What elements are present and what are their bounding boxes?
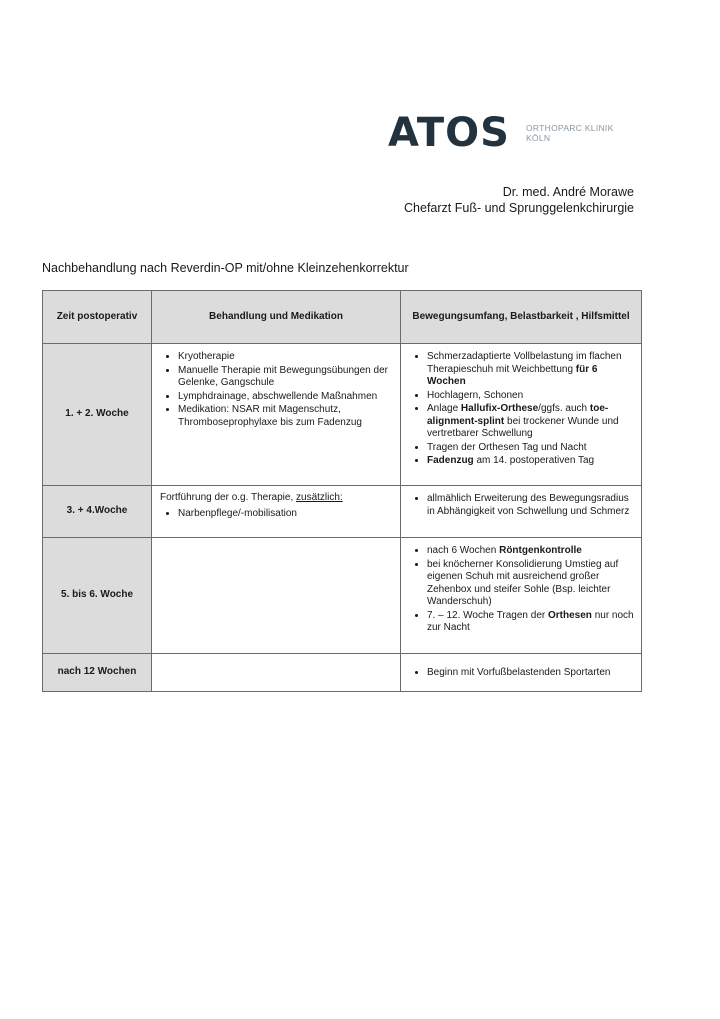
- list-item: • nach 6 Wochen Röntgenkontrolle: [427, 544, 635, 558]
- doctor-role: Chefarzt Fuß- und Sprunggelenkchirurgie: [404, 201, 634, 215]
- header-time: Zeit postoperativ: [43, 291, 152, 344]
- mobility-list: [409, 350, 635, 468]
- treatment-list: [160, 507, 394, 521]
- treatment-cell: [152, 538, 401, 654]
- treatment-cell: [152, 654, 401, 692]
- list-item: • 7. – 12. Woche Tragen der Orthesen nur noch zur Nacht: [427, 609, 635, 635]
- treatment-cell: [152, 486, 401, 538]
- document-title: Nachbehandlung nach Reverdin-OP mit/ohne Kleinzehenkorrektur: [42, 261, 409, 275]
- week-label: 5. bis 6. Woche: [43, 538, 152, 654]
- doctor-name: Dr. med. André Morawe: [502, 185, 634, 199]
- logo-line-2: KÖLN: [525, 133, 551, 143]
- list-item: • Fadenzug am 14. postoperativen Tag: [427, 454, 635, 468]
- list-item: • Tragen der Orthesen Tag und Nacht: [427, 441, 635, 455]
- week-label: 3. + 4.Woche: [43, 486, 152, 538]
- table-header-row: [43, 291, 642, 344]
- list-item: • Kryotherapie: [178, 350, 394, 364]
- mobility-cell: [401, 344, 642, 486]
- treatment-list: [160, 350, 394, 429]
- mobility-list: [409, 666, 635, 680]
- logo-subtitle: [526, 123, 614, 143]
- list-item: • allmählich Erweiterung des Bewegungsradius in Abhängigkeit von Schwellung und Schmerz: [427, 492, 635, 518]
- header-mobility: Bewegungsumfang, Belastbarkeit , Hilfsmittel: [401, 291, 642, 344]
- list-item: • bei knöcherner Konsolidierung Umstieg auf eigenen Schuh mit ausreichend großer Zehenbox und steifer Sohle (Bsp. leichter Wanderschuh): [427, 558, 635, 609]
- table-row: [43, 654, 642, 692]
- table-row: [43, 486, 642, 538]
- doctor-block: [404, 184, 634, 216]
- list-item: • Lymphdrainage, abschwellende Maßnahmen: [178, 390, 394, 404]
- mobility-list: [409, 492, 635, 518]
- logo-mark: ATOS: [388, 110, 510, 156]
- mobility-cell: [401, 654, 642, 692]
- clinic-logo: [388, 112, 614, 154]
- list-item: • Manuelle Therapie mit Bewegungsübungen der Gelenke, Gangschule: [178, 364, 394, 390]
- treatment-table: [42, 290, 642, 692]
- logo-line-1: ORTHOPARC KLINIK: [525, 123, 614, 133]
- list-item: • Hochlagern, Schonen: [427, 389, 635, 403]
- list-item: • Anlage Hallufix-Orthese/ggfs. auch toe-alignment-splint bei trockener Wunde und vertretbarer Schwellung: [427, 402, 635, 441]
- list-item: • Narbenpflege/-mobilisation: [178, 507, 394, 521]
- treatment-cell: [152, 344, 401, 486]
- list-item: • Schmerzadaptierte Vollbelastung im flachen Therapieschuh mit Weichbettung für 6 Wochen: [427, 350, 635, 389]
- mobility-cell: [401, 486, 642, 538]
- week-label: nach 12 Wochen: [43, 654, 152, 692]
- list-item: • Medikation: NSAR mit Magenschutz, Thromboseprophylaxe bis zum Fadenzug: [178, 403, 394, 429]
- header-treatment: Behandlung und Medikation: [152, 291, 401, 344]
- mobility-cell: [401, 538, 642, 654]
- mobility-list: [409, 544, 635, 635]
- table-row: [43, 344, 642, 486]
- week-label: 1. + 2. Woche: [43, 344, 152, 486]
- table-row: [43, 538, 642, 654]
- treatment-lead: Fortführung der o.g. Therapie, zusätzlich:: [160, 492, 343, 503]
- list-item: • Beginn mit Vorfußbelastenden Sportarten: [427, 666, 635, 680]
